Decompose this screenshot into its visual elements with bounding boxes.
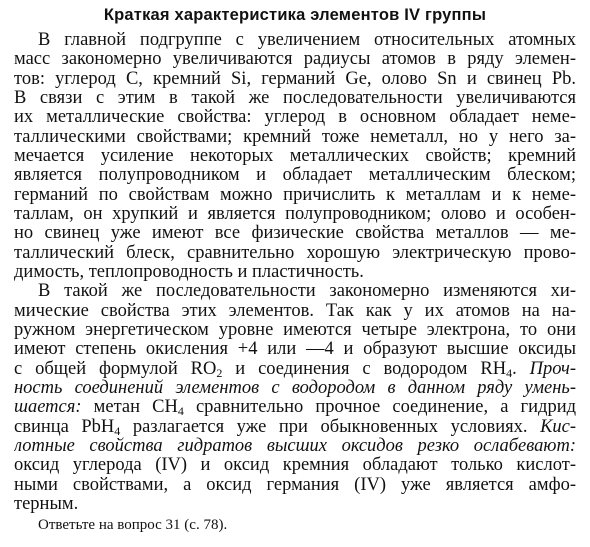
text-run: свинца PbH (14, 417, 115, 437)
section-title: Краткая характеристика элементов IV группы (103, 6, 487, 24)
text-run: разлагается уже при обыкновенных условиях. (120, 417, 541, 437)
text-line: димость, теплопроводность и пластичность. (14, 263, 364, 282)
text-line: мечается усиление некоторых металлических свойств; кремний (14, 147, 576, 166)
text-line: имеют степень окисления +4 или —4 и образуют высшие оксиды (14, 340, 576, 360)
text-run: метан CH (81, 398, 178, 418)
text-line (14, 495, 576, 514)
italic-run: лотные свойства гидратов высших оксидов резко ослабевают: (14, 437, 576, 456)
subscript: 2 (216, 365, 223, 379)
text-run: . (512, 359, 530, 379)
text-line: тов: углерод С, кремний Si, германий Ge, олово Sn и свинец Pb. (14, 69, 576, 89)
text-line (14, 360, 576, 379)
text-line: В такой же последовательности закономерно изменяются хи- (38, 282, 576, 302)
text-line: таллический блеск, сравнительно хорошую электрическую прово- (14, 243, 576, 263)
text-line (14, 418, 576, 437)
text-run: и соединения с водородом RH (222, 359, 507, 379)
text-line: В главной подгруппе с увеличением относительных атомных (38, 31, 576, 50)
italic-run: Кис- (540, 417, 576, 437)
text-line: германий по свойствам можно причислить к металлам и к неме- (14, 185, 576, 205)
footer-note: Ответьте на вопрос 31 (с. 78). (38, 517, 228, 533)
text-line: мические свойства этих элементов. Так как у их атомов на на- (14, 301, 576, 321)
subscript: 4 (114, 423, 121, 437)
text-line: но свинец уже имеют все физические свойства металлов — ме- (14, 224, 576, 244)
text-line: таллическими свойствами; кремний тоже неметалл, но у него за- (14, 127, 576, 147)
italic-run: шается: (14, 398, 82, 418)
text-line (14, 398, 576, 417)
text-line (14, 456, 576, 475)
text-run: оксид углерода (IV) и оксид кремния обладают только кислот- (14, 456, 576, 476)
text-line: их металлические свойства: углерод в основном обладает неме- (14, 108, 576, 128)
text-line: В связи с этим в такой же последовательности увеличиваются (14, 89, 576, 108)
text-run: с общей формулой RO (14, 359, 217, 379)
text-run: сравнительно прочное соединение, а гидрид (183, 398, 576, 418)
text-line: ность соединений элементов с водородом в данном ряду умень- (14, 379, 576, 398)
text-line: является полупроводником и обладает металлическим блеском; (14, 166, 576, 186)
text-line: ружном энергетическом уровне имеются четыре электрона, то они (14, 321, 576, 340)
subscript: 4 (177, 404, 184, 418)
text-line (14, 437, 576, 456)
text-line (14, 476, 576, 495)
text-run: терным. (14, 495, 79, 514)
italic-run: Проч- (529, 359, 576, 379)
text-line: масс закономерно увеличиваются радиусы атомов в ряду элемен- (14, 50, 576, 70)
text-run: ными свойствами, а оксид германия (IV) уже является амфо- (14, 475, 576, 495)
subscript: 4 (506, 365, 513, 379)
text-line: таллам, он хрупкий и является полупроводником; олово и особен- (14, 205, 576, 224)
